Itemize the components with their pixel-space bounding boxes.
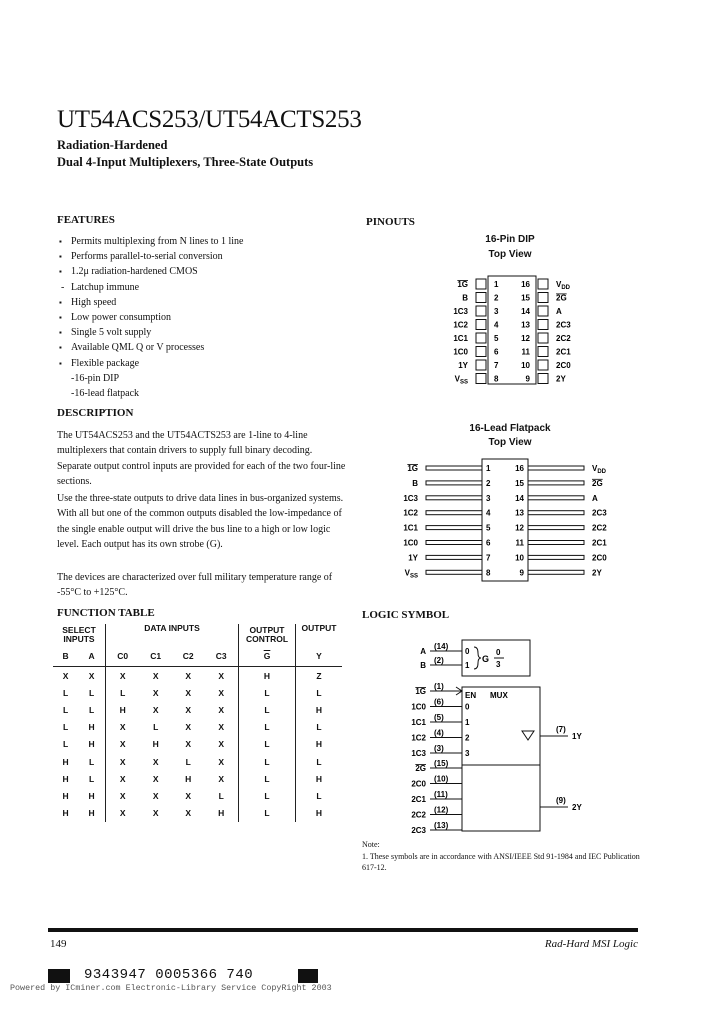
column-header: A: [78, 646, 105, 667]
flat-lead-right: [528, 481, 584, 485]
dip-pin-left-num: 1: [494, 280, 499, 289]
dip-pin-left-num: 6: [494, 347, 499, 357]
dip-pin-right-name: 2G: [556, 293, 567, 303]
subtitle-radiation: Radiation-Hardened: [57, 138, 168, 152]
table-cell: H: [62, 773, 69, 784]
dip-pin-right-num: 9: [525, 374, 530, 384]
flat-pin-left-name: 1C0: [403, 538, 418, 548]
table-row: [53, 684, 342, 701]
table-cell: X: [152, 704, 159, 715]
g-fraction-top: 0: [496, 648, 501, 657]
flat-pin-right-name: A: [592, 493, 598, 503]
table-cell: L: [296, 719, 343, 736]
flat-pin-left-num: 3: [486, 493, 491, 503]
dip-pin-right: [538, 306, 548, 316]
dip-pin-right-num: 15: [521, 293, 530, 303]
table-cell: L: [239, 787, 296, 804]
table-cell: X: [106, 667, 140, 685]
mux-label: MUX: [490, 691, 508, 700]
dip-pin-left: [476, 347, 486, 357]
table-cell: X: [106, 719, 140, 736]
feature-item: ▪ High speed: [57, 295, 244, 310]
flat-lead-right: [528, 466, 584, 470]
table-cell: X: [106, 753, 140, 770]
dip-pin-left-name: B: [462, 293, 468, 303]
flat-pin-right-name: 2C3: [592, 508, 607, 518]
table-cell: L: [239, 770, 296, 787]
dip-pin-right-num: 10: [521, 361, 530, 370]
flatpack-body: [482, 459, 528, 581]
table-cell: X: [185, 722, 192, 733]
table-cell: L: [218, 790, 224, 801]
en-label: EN: [465, 691, 477, 700]
mux2-input-name: 2C1: [411, 795, 426, 804]
dip-pin-right-num: 13: [521, 320, 530, 330]
dip-pin-left-name: 1C1: [453, 334, 468, 343]
table-row: [53, 805, 342, 822]
flat-pin-right-name: $V_{DD}$: [592, 464, 607, 475]
flat-pin-left-num: 5: [486, 523, 491, 533]
column-header: Y: [296, 646, 343, 667]
dip-pin-right-name: 2Y: [556, 374, 566, 384]
select-input-name: A: [420, 647, 426, 656]
table-cell: X: [185, 687, 192, 698]
flatpack-package-diagram: [390, 455, 630, 585]
output-name: 2Y: [572, 803, 582, 812]
mux2-input-name: 2C3: [411, 826, 426, 835]
dip-pin-right: [538, 360, 548, 370]
description-paragraph-3: The devices are characterized over full military temperature range of -55°C to +125°C.: [57, 572, 333, 599]
dip-pin-right-name: A: [556, 307, 562, 316]
table-cell: L: [296, 753, 343, 770]
dip-pin-right: [538, 333, 548, 343]
flat-pin-left-name: 1C2: [403, 508, 418, 518]
dip-pin-right: [538, 374, 548, 384]
table-cell: X: [152, 756, 159, 767]
select-input-index: 1: [465, 661, 470, 670]
dip-package-diagram: [430, 270, 600, 390]
table-cell: L: [239, 684, 296, 701]
table-cell: H: [88, 790, 95, 801]
select-input-pin: (2): [434, 656, 444, 665]
description-heading: DESCRIPTION: [57, 407, 134, 419]
flat-lead-left: [426, 526, 482, 530]
table-cell: X: [88, 670, 95, 681]
dip-pin-left-num: 5: [494, 334, 499, 343]
dip-pin-right-name: 2C3: [556, 320, 571, 330]
flat-pin-left-name: 1Y: [408, 553, 418, 563]
table-cell: H: [88, 722, 95, 733]
flat-lead-left: [426, 511, 482, 515]
feature-item: ▪ Low power consumption: [57, 310, 244, 325]
dip-pin-left-num: 3: [494, 307, 499, 316]
flat-pin-right-num: 13: [515, 508, 524, 518]
column-header: C2: [172, 646, 205, 667]
select-inputs-header: SELECT INPUTS: [62, 625, 96, 644]
watermark-text: Powered by ICminer.com Electronic-Library Service CopyRight 2003: [10, 983, 332, 993]
flat-pin-left-num: 2: [486, 478, 491, 488]
mux1-input-index: 1: [465, 718, 470, 727]
flatpack-title: 16-Lead Flatpack: [469, 423, 551, 434]
mux1-input-pin: (4): [434, 728, 444, 738]
flat-pin-right-num: 14: [515, 493, 524, 503]
output-header: OUTPUT: [296, 624, 343, 646]
mux1-input-name: 1C3: [411, 749, 426, 758]
table-cell: L: [89, 704, 95, 715]
dip-pin-left: [476, 360, 486, 370]
dip-pin-left-num: 2: [494, 293, 499, 303]
flat-pin-left-num: 4: [486, 508, 491, 518]
feature-item: ▪ Single 5 volt supply: [57, 325, 244, 340]
dip-pin-right-num: 14: [521, 307, 530, 316]
dip-pin-right-name: 2C0: [556, 361, 571, 370]
feature-item: ▪ Available QML Q or V processes: [57, 340, 244, 355]
table-cell: X: [185, 704, 192, 715]
table-cell: L: [239, 753, 296, 770]
table-cell: L: [63, 722, 69, 733]
feature-item: ▪ Performs parallel-to-serial conversion: [57, 249, 244, 264]
table-cell: L: [89, 687, 95, 698]
table-cell: L: [106, 684, 140, 701]
three-state-triangle: [522, 731, 534, 740]
features-list: [57, 234, 244, 401]
function-table-heading: FUNCTION TABLE: [57, 607, 155, 619]
flat-lead-left: [426, 496, 482, 500]
mux2-input-pin: (10): [434, 774, 449, 784]
mux2-input-pin: (12): [434, 805, 449, 815]
mux1-input-pin: (6): [434, 697, 444, 707]
footer-rule: [48, 928, 638, 932]
output-pin: (9): [556, 796, 566, 805]
mux1-input-name: 1C2: [411, 733, 426, 743]
barcode-block-right: [298, 969, 318, 983]
description-paragraph-2: Use the three-state outputs to drive data lines in bus-organized systems. With all but one of the common outputs disabled the low-impedance of the single enable output will drive the bus line to a high or low logic level. Each output has its own strobe (G).: [57, 493, 344, 551]
flat-pin-left-name: 1C3: [403, 493, 418, 503]
flat-pin-right-num: 16: [515, 464, 524, 473]
dip-pin-left: [476, 306, 486, 316]
page-number: 149: [50, 938, 67, 950]
dip-pin-right-name: $V_{DD}$: [556, 280, 571, 291]
table-row: [53, 736, 342, 753]
table-cell: X: [152, 808, 159, 819]
flat-lead-right: [528, 555, 584, 559]
flat-pin-right-num: 11: [515, 538, 524, 548]
table-cell: H: [185, 773, 192, 784]
feature-item: - Latchup immune: [57, 280, 244, 295]
select-input-index: 0: [465, 647, 470, 656]
table-cell: X: [185, 670, 192, 681]
flat-pin-left-name: B: [412, 478, 418, 488]
table-cell: L: [153, 722, 159, 733]
table-cell: L: [239, 736, 296, 753]
dip-view: Top View: [488, 249, 532, 260]
page-title: UT54ACS253/UT54ACTS253: [57, 106, 362, 133]
dip-pin-left-name: $V_{SS}$: [454, 374, 468, 386]
dip-pin-left-name: 1G: [457, 280, 468, 289]
features-heading: FEATURES: [57, 214, 115, 226]
function-table: [53, 624, 342, 822]
table-cell: X: [106, 805, 140, 822]
table-cell: L: [185, 756, 191, 767]
table-cell: X: [185, 790, 192, 801]
select-input-name: B: [420, 661, 426, 670]
flat-lead-left: [426, 481, 482, 485]
table-row: [53, 719, 342, 736]
flat-pin-right-num: 12: [515, 523, 524, 533]
dip-pin-left-num: 7: [494, 361, 499, 370]
dip-pin-left: [476, 333, 486, 343]
flat-lead-left: [426, 570, 482, 574]
table-cell: H: [62, 756, 69, 767]
mux-block-2: [462, 765, 540, 831]
mux1-input-index: 0: [465, 702, 470, 712]
table-cell: X: [152, 670, 159, 681]
flat-pin-right-name: 2C0: [592, 553, 607, 563]
flat-pin-left-name: $V_{SS}$: [404, 568, 418, 580]
table-row: [53, 770, 342, 787]
flatpack-view: Top View: [488, 437, 532, 448]
table-cell: X: [152, 773, 159, 784]
table-cell: L: [89, 756, 95, 767]
feature-item: -16-pin DIP: [71, 372, 120, 384]
note-label: Note:: [362, 840, 380, 849]
mux1-input-name: 1G: [415, 687, 426, 696]
table-cell: H: [62, 790, 69, 801]
dip-pin-left: [476, 374, 486, 384]
footer-brand: Rad-Hard MSI Logic: [544, 938, 638, 950]
barcode-text: 9343947 0005366 740: [84, 967, 254, 983]
table-cell: Z: [296, 667, 343, 685]
flat-lead-left: [426, 555, 482, 559]
flat-pin-left-num: 1: [486, 464, 491, 473]
table-cell: L: [239, 805, 296, 822]
table-cell: X: [185, 739, 192, 750]
table-cell: X: [218, 739, 225, 750]
mux2-input-pin: (15): [434, 759, 449, 768]
pinouts-heading: PINOUTS: [366, 216, 415, 228]
select-input-pin: (14): [434, 642, 449, 651]
mux2-input-name: 2C2: [411, 810, 426, 820]
table-cell: X: [106, 787, 140, 804]
table-cell: H: [296, 701, 343, 718]
dip-pin-left: [476, 293, 486, 303]
mux2-input-pin: (13): [434, 821, 449, 830]
feature-item: ▪ Permits multiplexing from N lines to 1 line: [57, 234, 244, 249]
dip-pin-right-num: 12: [521, 334, 530, 343]
dip-pin-right: [538, 320, 548, 330]
dip-pin-right-num: 16: [521, 280, 530, 289]
table-cell: X: [62, 670, 69, 681]
table-cell: H: [88, 739, 95, 750]
table-cell: L: [63, 704, 69, 715]
table-cell: L: [239, 719, 296, 736]
table-cell: X: [218, 722, 225, 733]
mux1-input-pin: (5): [434, 713, 444, 722]
table-row: [53, 667, 342, 685]
dip-pin-left: [476, 279, 486, 289]
column-header: C1: [139, 646, 172, 667]
note-text: 1. These symbols are in accordance with ANSI/IEEE Std 91-1984 and IEC Publication 617-12.: [362, 852, 640, 872]
flat-pin-right-num: 10: [515, 553, 524, 563]
table-cell: H: [239, 667, 296, 685]
dip-pin-right: [538, 279, 548, 289]
dip-pin-left-num: 8: [494, 374, 499, 384]
dip-pin-left-num: 4: [494, 320, 499, 330]
table-cell: L: [63, 739, 69, 750]
table-cell: X: [218, 687, 225, 698]
dip-pin-right: [538, 293, 548, 303]
table-row: [53, 787, 342, 804]
column-header: C0: [106, 646, 140, 667]
table-cell: H: [296, 770, 343, 787]
feature-item: ▪ 1.2μ radiation-hardened CMOS: [57, 264, 244, 279]
flat-pin-right-name: 2C2: [592, 523, 607, 533]
flat-pin-left-name: 1G: [407, 464, 418, 473]
flat-pin-left-num: 8: [486, 568, 491, 578]
table-cell: H: [296, 736, 343, 753]
table-cell: L: [296, 684, 343, 701]
flat-pin-right-name: 2G: [592, 478, 603, 488]
logic-symbol-diagram: [390, 635, 630, 835]
feature-item: ▪ Flexible package: [57, 356, 244, 371]
dip-title: 16-Pin DIP: [485, 234, 535, 245]
output-name: 1Y: [572, 732, 582, 741]
g-label: G: [482, 654, 490, 664]
table-cell: H: [296, 805, 343, 822]
flat-pin-left-name: 1C1: [403, 523, 418, 533]
mux1-input-index: 3: [465, 749, 470, 758]
table-cell: H: [62, 808, 69, 819]
table-cell: H: [152, 739, 159, 750]
dip-pin-left-name: 1Y: [458, 361, 468, 370]
flat-lead-right: [528, 511, 584, 515]
table-cell: H: [218, 808, 225, 819]
table-cell: X: [218, 773, 225, 784]
flat-lead-right: [528, 541, 584, 545]
flat-lead-right: [528, 496, 584, 500]
table-cell: X: [218, 670, 225, 681]
dip-pin-left: [476, 320, 486, 330]
table-cell: X: [185, 808, 192, 819]
select-brace: [474, 647, 481, 669]
flat-pin-left-num: 6: [486, 538, 491, 548]
flat-pin-right-num: 9: [519, 568, 524, 578]
flat-pin-right-name: 2Y: [592, 568, 602, 578]
flat-lead-left: [426, 466, 482, 470]
dip-pin-right-name: 2C2: [556, 334, 571, 343]
dip-pin-left-name: 1C3: [453, 307, 468, 316]
logic-symbol-heading: LOGIC SYMBOL: [362, 609, 450, 621]
subtitle-description: Dual 4-Input Multiplexers, Three-State Outputs: [57, 155, 314, 169]
mux1-input-index: 2: [465, 733, 470, 743]
dip-pin-left-name: 1C0: [453, 347, 468, 357]
mux2-input-name: 2C0: [411, 779, 426, 789]
table-row: [53, 753, 342, 770]
table-cell: L: [239, 701, 296, 718]
dip-pin-right-name: 2C1: [556, 347, 571, 357]
table-cell: X: [218, 704, 225, 715]
barcode-block-left: [48, 969, 70, 983]
feature-item: -16-lead flatpack: [71, 387, 140, 399]
table-cell: H: [106, 701, 140, 718]
mux1-input-name: 1C0: [411, 702, 426, 712]
description-paragraph-1: The UT54ACS253 and the UT54ACTS253 are 1-line to 4-line multiplexers that contain drivers to supply full binary decoding. Separate output control inputs are provided for each of the two four-line sections.: [57, 430, 346, 488]
flat-lead-right: [528, 570, 584, 574]
table-cell: X: [106, 770, 140, 787]
table-cell: L: [63, 687, 69, 698]
table-cell: L: [296, 787, 343, 804]
table-cell: X: [218, 756, 225, 767]
output-control-header: OUTPUT CONTROL: [239, 624, 296, 646]
flat-pin-right-num: 15: [515, 478, 524, 488]
table-cell: X: [106, 736, 140, 753]
column-header: B: [53, 646, 78, 667]
mux2-input-pin: (11): [434, 790, 448, 799]
table-row: [53, 701, 342, 718]
output-pin: (7): [556, 725, 566, 734]
table-cell: L: [89, 773, 95, 784]
dip-pin-right-num: 11: [521, 347, 530, 357]
table-cell: H: [88, 808, 95, 819]
flat-lead-left: [426, 541, 482, 545]
column-header: C3: [204, 646, 238, 667]
mux1-input-name: 1C1: [411, 718, 426, 727]
flat-lead-right: [528, 526, 584, 530]
column-header: $\overline{G}$: [239, 646, 296, 667]
table-cell: X: [152, 687, 159, 698]
g-fraction-bottom: 3: [496, 660, 501, 669]
mux1-input-pin: (3): [434, 744, 444, 753]
flat-pin-right-name: 2C1: [592, 538, 607, 548]
mux2-input-name: 2G: [415, 764, 426, 773]
data-inputs-header: DATA INPUTS: [106, 624, 239, 646]
mux1-input-pin: (1): [434, 682, 444, 691]
flat-pin-left-num: 7: [486, 553, 491, 563]
table-cell: X: [152, 790, 159, 801]
dip-pin-right: [538, 347, 548, 357]
dip-pin-left-name: 1C2: [453, 320, 468, 330]
